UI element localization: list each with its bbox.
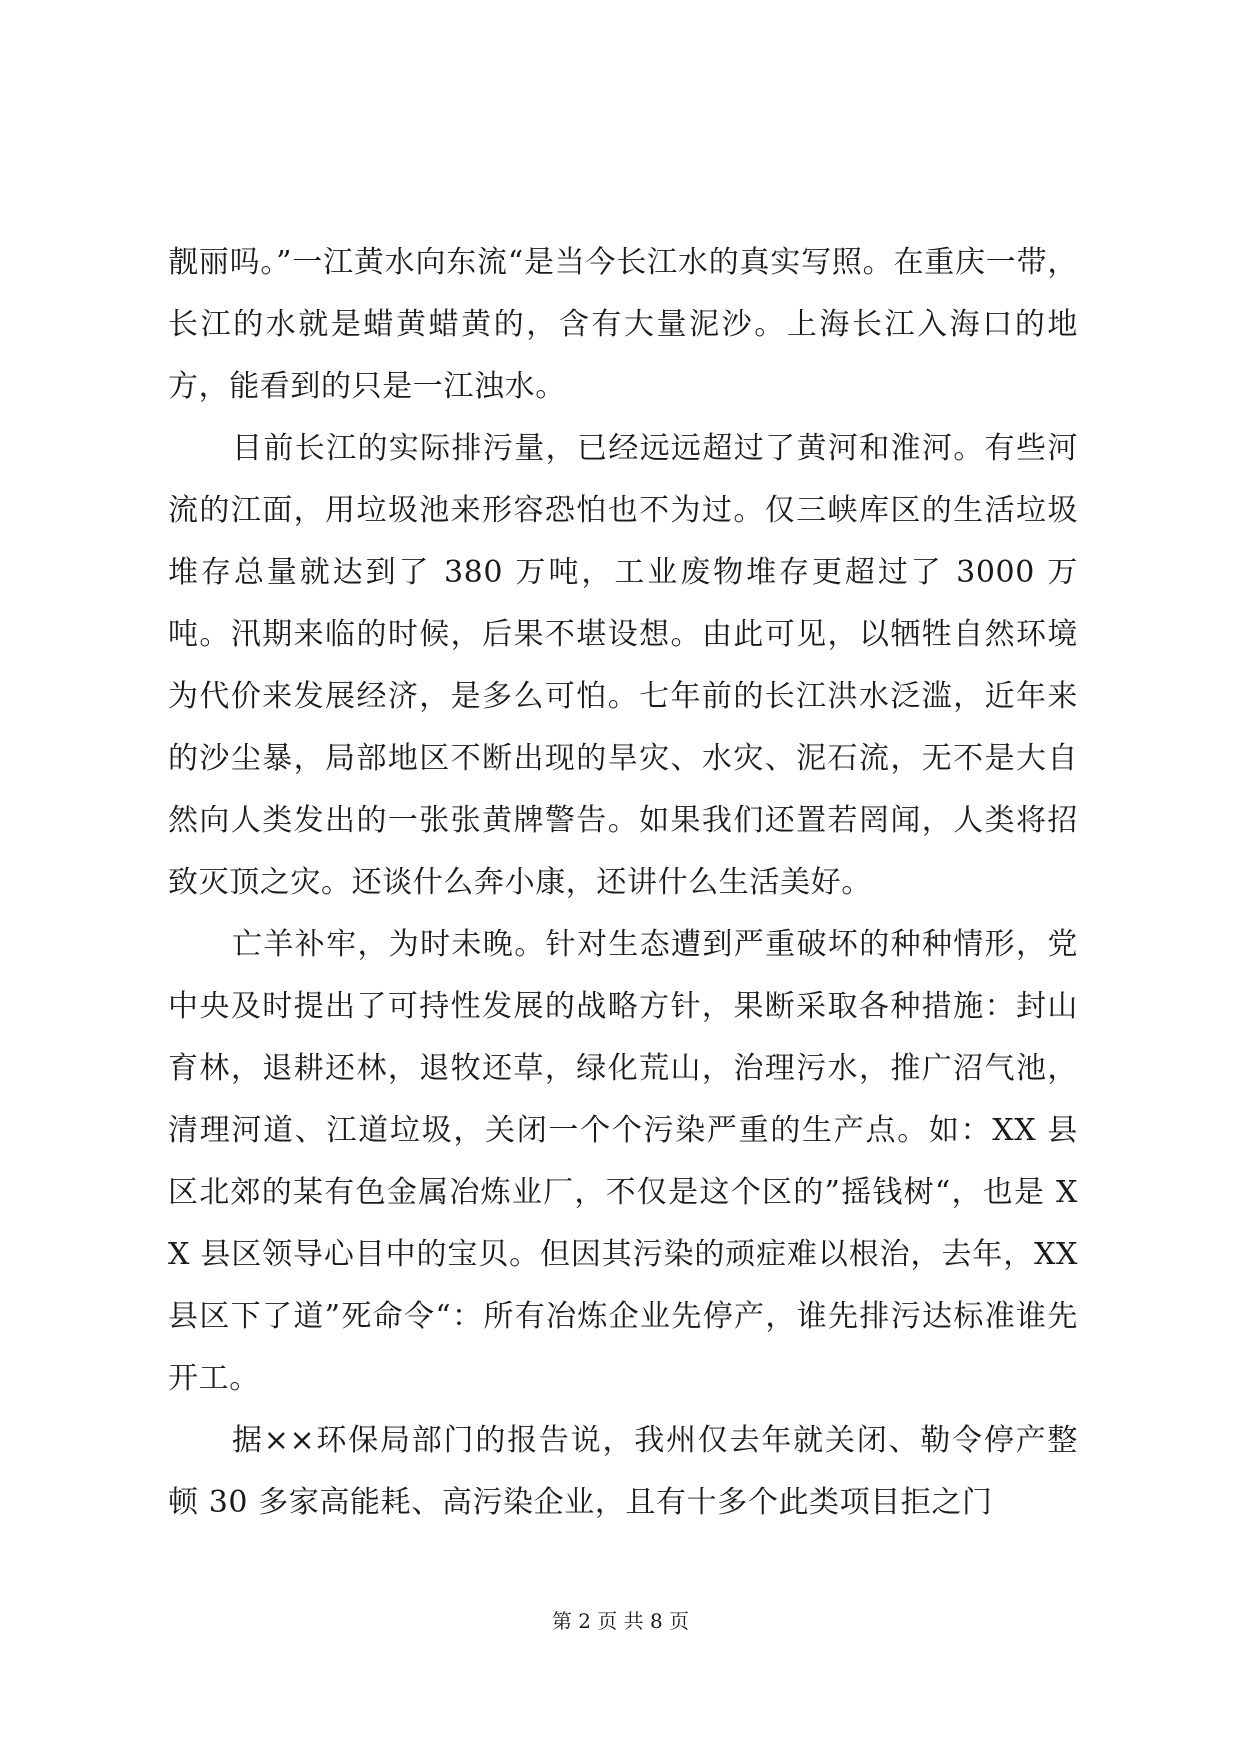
paragraph-1: 靓丽吗。”一江黄水向东流“是当今长江水的真实写照。在重庆一带，长江的水就是蜡黄蜡黄的，含有大量泥沙。上海长江入海口的地方，能看到的只是一江浊水。 (168, 245, 1078, 404)
page-footer (0, 1607, 1241, 1635)
paragraph-4: 据××环保局部门的报告说，我州仅去年就关闭、勒令停产整顿 30 多家高能耗、高污染企业，且有十多个此类项目拒之门 (168, 1423, 1078, 1520)
document-body (168, 232, 1078, 1534)
paragraph-3: 亡羊补牢，为时未晚。针对生态遭到严重破坏的种种情形，党中央及时提出了可持性发展的战略方针，果断采取各种措施：封山育林，退耕还林，退牧还草，绿化荒山，治理污水，推广沼气池，清理河道、江道垃圾，关闭一个个污染严重的生产点。如：XX 县区北郊的某有色金属冶炼业厂，不仅是这个区的”摇钱树“，也是 XX 县区领导心目中的宝贝。但因其污染的顽症难以根治，去年，XX 县区下了道”死命令“：所有冶炼企业先停产，谁先排污达标准谁先开工。 (168, 927, 1078, 1396)
paragraph-2: 目前长江的实际排污量，已经远远超过了黄河和淮河。有些河流的江面，用垃圾池来形容恐怕也不为过。仅三峡库区的生活垃圾堆存总量就达到了 380 万吨，工业废物堆存更超过了 3000 万吨。汛期来临的时候，后果不堪设想。由此可见，以牺牲自然环境为代价来发展经济，是多么可怕。七年前的长江洪水泛滥，近年来的沙尘暴，局部地区不断出现的旱灾、水灾、泥石流，无不是大自然向人类发出的一张张黄牌警告。如果我们还置若罔闻，人类将招致灭顶之灾。还谈什么奔小康，还讲什么生活美好。 (168, 431, 1078, 900)
page-number-label: 第 2 页 共 8 页 (551, 1609, 690, 1633)
